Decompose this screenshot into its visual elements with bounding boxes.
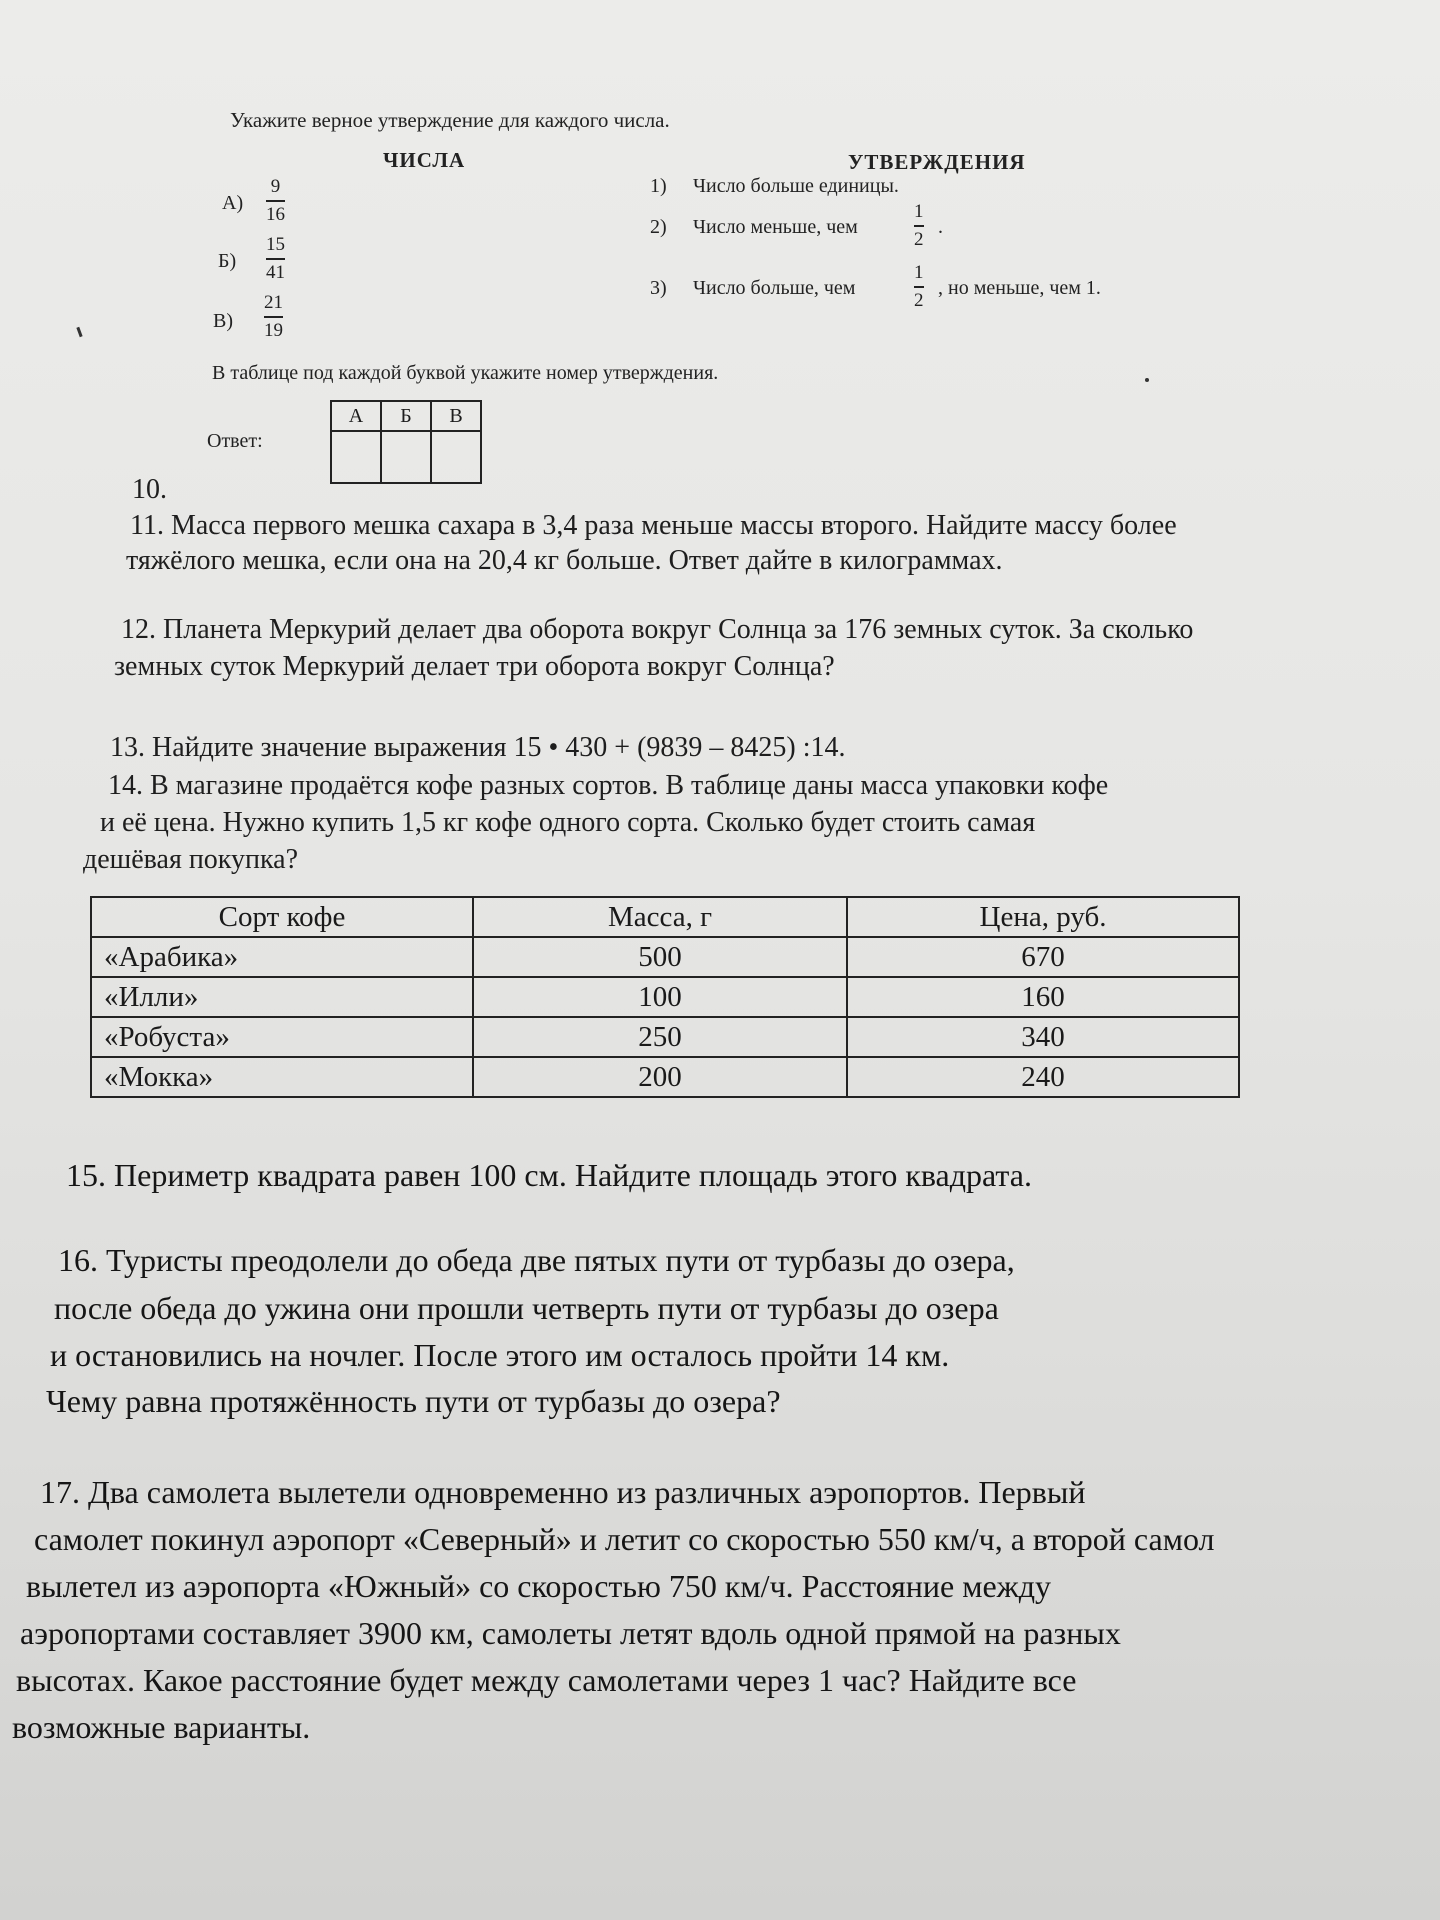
coffee-header-mass: Масса, г (473, 897, 847, 937)
statement-3-numerator: 1 (914, 262, 924, 283)
coffee-price: 240 (847, 1057, 1239, 1097)
column-header-numbers: ЧИСЛА (383, 148, 466, 172)
coffee-price: 160 (847, 977, 1239, 1017)
coffee-mass: 250 (473, 1017, 847, 1057)
statement-2-text: Число меньше, чем (693, 216, 858, 238)
problem-10-number: 10. (132, 474, 167, 505)
problem-16-line-1: 16. Туристы преодолели до обеда две пятых пути от турбазы до озера, (58, 1242, 1015, 1278)
statement-1-number: 1) (650, 175, 667, 197)
problem-15: 15. Периметр квадрата равен 100 см. Найдите площадь этого квадрата. (66, 1157, 1032, 1193)
problem-14-line-1: 14. В магазине продаётся кофе разных сортов. В таблице даны масса упаковки кофе (108, 770, 1109, 801)
problem-16-line-3: и остановились на ночлег. После этого им осталось пройти 14 км. (50, 1337, 950, 1373)
fraction-v-numerator: 21 (264, 292, 283, 313)
coffee-variety: «Робуста» (91, 1017, 473, 1057)
problem-17-line-3: вылетел из аэропорта «Южный» со скоростью 750 км/ч. Расстояние между (26, 1568, 1052, 1604)
number-letter-v: В) (213, 310, 233, 332)
problem-17-line-1: 17. Два самолета вылетели одновременно из различных аэропортов. Первый (40, 1474, 1086, 1510)
table-row (91, 977, 1239, 1017)
coffee-variety: «Илли» (91, 977, 473, 1017)
problem-11-line-2: тяжёлого мешка, если она на 20,4 кг больше. Ответ дайте в килограммах. (126, 545, 1003, 576)
fraction-v (264, 291, 283, 343)
answer-table (330, 400, 482, 484)
coffee-header-price: Цена, руб. (847, 897, 1239, 937)
answer-label: Ответ: (207, 430, 263, 452)
answer-header-v: В (431, 401, 481, 431)
problem-13: 13. Найдите значение выражения 15 • 430 + (9839 – 8425) :14. (110, 732, 846, 763)
table-row (91, 937, 1239, 977)
statement-2-denominator: 2 (914, 228, 924, 250)
fraction-a (266, 175, 285, 227)
problem-17-line-5: высотах. Какое расстояние будет между самолетами через 1 час? Найдите все (16, 1662, 1077, 1698)
answer-header-a: А (331, 401, 381, 431)
statement-3-number: 3) (650, 277, 667, 299)
fraction-a-numerator: 9 (270, 176, 281, 197)
coffee-price: 670 (847, 937, 1239, 977)
coffee-variety: «Мокка» (91, 1057, 473, 1097)
coffee-header-variety: Сорт кофе (91, 897, 473, 937)
problem-14-line-3: дешёвая покупка? (83, 844, 299, 875)
coffee-table (90, 896, 1240, 1098)
fraction-v-denominator: 19 (264, 319, 283, 341)
coffee-mass: 200 (473, 1057, 847, 1097)
coffee-mass: 100 (473, 977, 847, 1017)
answer-cell-v[interactable] (431, 431, 481, 483)
problem-16-line-4: Чему равна протяжённость пути от турбазы до озера? (46, 1383, 781, 1419)
statement-2-number: 2) (650, 216, 667, 238)
fraction-a-denominator: 16 (266, 203, 285, 225)
problem-12-line-2: земных суток Меркурий делает три оборота вокруг Солнца? (114, 651, 835, 682)
answer-cell-b[interactable] (381, 431, 431, 483)
table-instruction: В таблице под каждой буквой укажите номер утверждения. (212, 362, 719, 384)
problem-12-line-1: 12. Планета Меркурий делает два оборота вокруг Солнца за 176 земных суток. За сколько (121, 614, 1194, 645)
coffee-variety: «Арабика» (91, 937, 473, 977)
coffee-table-header-row (91, 897, 1239, 937)
coffee-price: 340 (847, 1017, 1239, 1057)
problem-16-line-2: после обеда до ужина они прошли четверть пути от турбазы до озера (54, 1290, 999, 1326)
statement-3-denominator: 2 (914, 289, 924, 311)
column-header-statements: УТВЕРЖДЕНИЯ (848, 150, 1026, 174)
problem-17-line-2: самолет покинул аэропорт «Северный» и летит со скоростью 550 км/ч, а второй самол (34, 1521, 1215, 1557)
coffee-mass: 500 (473, 937, 847, 977)
fraction-b (266, 233, 285, 285)
problem-11-line-1: 11. Масса первого мешка сахара в 3,4 раза меньше массы второго. Найдите массу более (130, 510, 1177, 541)
statement-3-text: Число больше, чем (693, 277, 856, 299)
task9-instruction: Укажите верное утверждение для каждого числа. (230, 108, 670, 132)
statement-3-fraction (914, 261, 924, 313)
statement-2-numerator: 1 (914, 201, 924, 222)
problem-17-line-6: возможные варианты. (12, 1709, 311, 1745)
fraction-b-numerator: 15 (266, 234, 285, 255)
statement-2-tail: . (938, 216, 943, 238)
statement-1-text: Число больше единицы. (693, 175, 899, 197)
problem-17-line-4: аэропортами составляет 3900 км, самолеты летят вдоль одной прямой на разных (20, 1615, 1121, 1651)
answer-header-b: Б (381, 401, 431, 431)
problem-14-line-2: и её цена. Нужно купить 1,5 кг кофе одного сорта. Сколько будет стоить самая (100, 807, 1036, 838)
number-letter-b: Б) (218, 250, 237, 272)
answer-cell-a[interactable] (331, 431, 381, 483)
statement-2-fraction (914, 200, 924, 252)
fraction-b-denominator: 41 (266, 261, 285, 283)
table-row (91, 1017, 1239, 1057)
number-letter-a: А) (222, 192, 244, 214)
table-row (91, 1057, 1239, 1097)
statement-3-tail: , но меньше, чем 1. (938, 277, 1101, 299)
